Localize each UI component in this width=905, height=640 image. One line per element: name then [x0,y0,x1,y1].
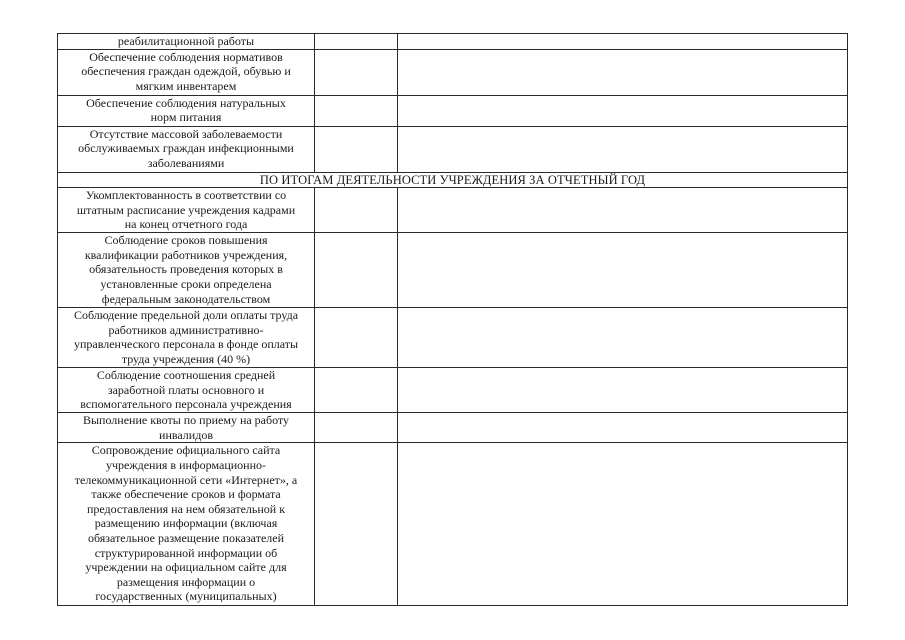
criterion-name: Отсутствие массовой заболеваемости обслуживаемых граждан инфекционными заболеваниями [78,126,294,170]
criterion-note-cell [398,126,848,172]
table-row [58,443,848,606]
criterion-name-cell [58,233,315,308]
criterion-name-cell [58,368,315,413]
criterion-value-cell [315,308,398,368]
criterion-value-cell [315,233,398,308]
criterion-value-cell [315,34,398,50]
criterion-name: Выполнение квоты по приему на работу инвалидов [82,413,290,442]
table-row [58,49,848,95]
table-row [58,308,848,368]
criteria-table-body [58,34,848,606]
criterion-name-cell [58,443,315,606]
criterion-name-cell [58,49,315,95]
criterion-value-cell [315,368,398,413]
criterion-note-cell [398,368,848,413]
table-row [58,188,848,233]
table-row [58,126,848,172]
criterion-name: Укомплектованность в соответствии со штатным расписание учреждения кадрами на конец отчетного года [76,188,296,232]
criterion-note-cell [398,443,848,606]
table-row [58,34,848,50]
criterion-name-cell [58,126,315,172]
table-row [58,368,848,413]
criterion-value-cell [315,413,398,443]
criterion-note-cell [398,95,848,126]
criterion-note-cell [398,188,848,233]
criterion-value-cell [315,188,398,233]
criterion-note-cell [398,49,848,95]
criterion-name-cell [58,95,315,126]
criterion-note-cell [398,34,848,50]
criterion-name: Обеспечение соблюдения нормативов обеспечения граждан одеждой, обувью и мягким инвентарем [81,49,291,93]
criterion-name-cell [58,188,315,233]
section-header-text: ПО ИТОГАМ ДЕЯТЕЛЬНОСТИ УЧРЕЖДЕНИЯ ЗА ОТЧЕТНЫЙ ГОД [259,172,646,187]
criterion-note-cell [398,308,848,368]
criterion-value-cell [315,95,398,126]
criterion-value-cell [315,49,398,95]
criterion-name: Соблюдение предельной доли оплаты труда работников административно- управленческого персонала в фонде оплаты труда учреждения (40 %) [73,308,299,366]
criterion-name-cell [58,34,315,50]
table-row [58,233,848,308]
criterion-note-cell [398,413,848,443]
criterion-name: Соблюдение соотношения средней заработной платы основного и вспомогательного персонала учреждения [80,368,292,412]
criterion-note-cell [398,233,848,308]
criterion-value-cell [315,443,398,606]
criterion-name-cell [58,308,315,368]
section-header-row [58,172,848,188]
table-row [58,413,848,443]
criterion-value-cell [315,126,398,172]
criterion-name: Сопровождение официального сайта учреждения в информационно- телекоммуникационной сети «Интернет», а также обеспечение сроков и формата предоставления на нем обязательной к размещению информации (включая обязательное размещение показателей структурированной информации об учреждении на официальном сайте для размещения информации о государственных (муниципальных) [74,443,298,604]
criterion-name-cell [58,413,315,443]
criteria-table [57,33,848,606]
criterion-name: Соблюдение сроков повышения квалификации работников учреждения, обязательность проведения которых в установленные сроки определена федеральным законодательством [84,233,288,306]
criterion-name: реабилитационной работы [117,34,255,48]
criterion-name: Обеспечение соблюдения натуральных норм питания [86,95,286,125]
section-header [58,172,848,188]
table-row [58,95,848,126]
